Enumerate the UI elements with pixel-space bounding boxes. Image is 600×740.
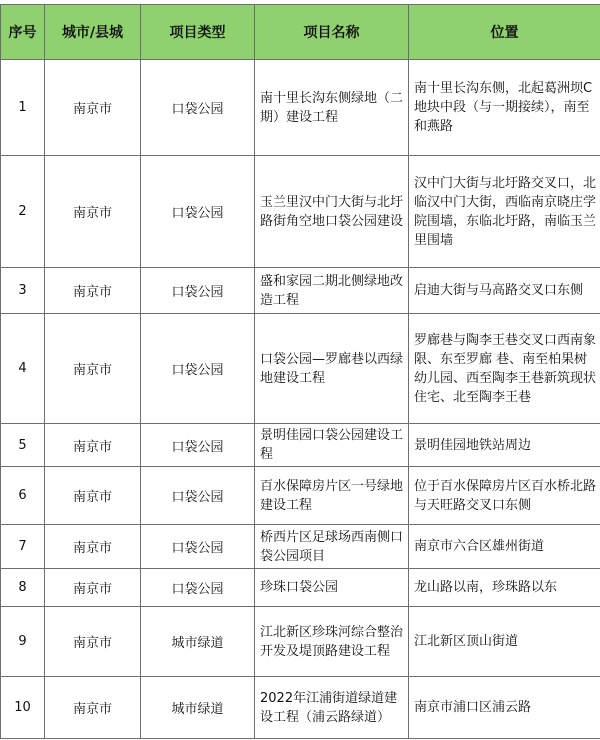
cell-name: 口袋公园—罗廊巷以西绿地建设工程: [255, 314, 409, 424]
table-row: [1, 525, 600, 569]
cell-name: 玉兰里汉中门大街与北圩路街角空地口袋公园建设: [255, 156, 409, 268]
cell-type: 口袋公园: [141, 525, 255, 569]
cell-city: 南京市: [45, 525, 141, 569]
cell-type: 口袋公园: [141, 314, 255, 424]
cell-type: 口袋公园: [141, 569, 255, 607]
cell-location: 汉中门大街与北圩路交叉口，北临汉中门大街，西临南京晓庄学院围墙，东临北圩路，南临玉兰里围墙: [409, 156, 600, 268]
cell-city: 南京市: [45, 424, 141, 467]
cell-location: 景明佳园地铁站周边: [409, 424, 600, 467]
cell-city: 南京市: [45, 467, 141, 525]
cell-city: 南京市: [45, 677, 141, 739]
cell-type: 口袋公园: [141, 60, 255, 156]
header-city: 城市/县城: [45, 5, 141, 60]
cell-location: 南京市浦口区浦云路: [409, 677, 600, 739]
cell-type: 口袋公园: [141, 424, 255, 467]
cell-name: 南十里长沟东侧绿地（二期）建设工程: [255, 60, 409, 156]
cell-location: 南十里长沟东侧，北起葛洲坝C地块中段（与一期接续），南至和燕路: [409, 60, 600, 156]
table-row: [1, 424, 600, 467]
header-project-name: 项目名称: [255, 5, 409, 60]
cell-index: 3: [1, 268, 45, 314]
cell-index: 5: [1, 424, 45, 467]
cell-type: 城市绿道: [141, 607, 255, 677]
table-row: [1, 607, 600, 677]
cell-city: 南京市: [45, 156, 141, 268]
project-table: [0, 4, 600, 739]
header-project-type: 项目类型: [141, 5, 255, 60]
cell-name: 桥西片区足球场西南侧口袋公园项目: [255, 525, 409, 569]
cell-index: 2: [1, 156, 45, 268]
cell-location: 江北新区顶山街道: [409, 607, 600, 677]
cell-city: 南京市: [45, 607, 141, 677]
table-row: [1, 569, 600, 607]
cell-city: 南京市: [45, 268, 141, 314]
cell-index: 8: [1, 569, 45, 607]
header-index: 序号: [1, 5, 45, 60]
cell-name: 百水保障房片区一号绿地建设工程: [255, 467, 409, 525]
cell-name: 珍珠口袋公园: [255, 569, 409, 607]
table-row: [1, 268, 600, 314]
cell-index: 9: [1, 607, 45, 677]
table-row: [1, 314, 600, 424]
cell-city: 南京市: [45, 60, 141, 156]
cell-index: 6: [1, 467, 45, 525]
header-location: 位置: [409, 5, 600, 60]
cell-name: 盛和家园二期北侧绿地改造工程: [255, 268, 409, 314]
cell-location: 启迪大街与马高路交叉口东侧: [409, 268, 600, 314]
table-row: [1, 60, 600, 156]
cell-location: 位于百水保障房片区百水桥北路与天旺路交叉口东侧: [409, 467, 600, 525]
cell-name: 景明佳园口袋公园建设工程: [255, 424, 409, 467]
cell-name: 2022年江浦街道绿道建设工程（浦云路绿道）: [255, 677, 409, 739]
cell-index: 7: [1, 525, 45, 569]
cell-location: 罗廊巷与陶李王巷交叉口西南象限、东至罗廊 巷、南至柏果树幼儿园、西至陶李王巷新筑现状住宅、北至陶李王巷: [409, 314, 600, 424]
cell-city: 南京市: [45, 314, 141, 424]
cell-index: 1: [1, 60, 45, 156]
cell-type: 口袋公园: [141, 156, 255, 268]
cell-type: 口袋公园: [141, 467, 255, 525]
table-row: [1, 156, 600, 268]
cell-location: 南京市六合区雄州街道: [409, 525, 600, 569]
table-header-row: [1, 5, 600, 60]
cell-location: 龙山路以南，珍珠路以东: [409, 569, 600, 607]
cell-name: 江北新区珍珠河综合整治开发及堤顶路建设工程: [255, 607, 409, 677]
table-row: [1, 467, 600, 525]
cell-city: 南京市: [45, 569, 141, 607]
cell-type: 城市绿道: [141, 677, 255, 739]
cell-type: 口袋公园: [141, 268, 255, 314]
table-row: [1, 677, 600, 739]
cell-index: 4: [1, 314, 45, 424]
cell-index: 10: [1, 677, 45, 739]
